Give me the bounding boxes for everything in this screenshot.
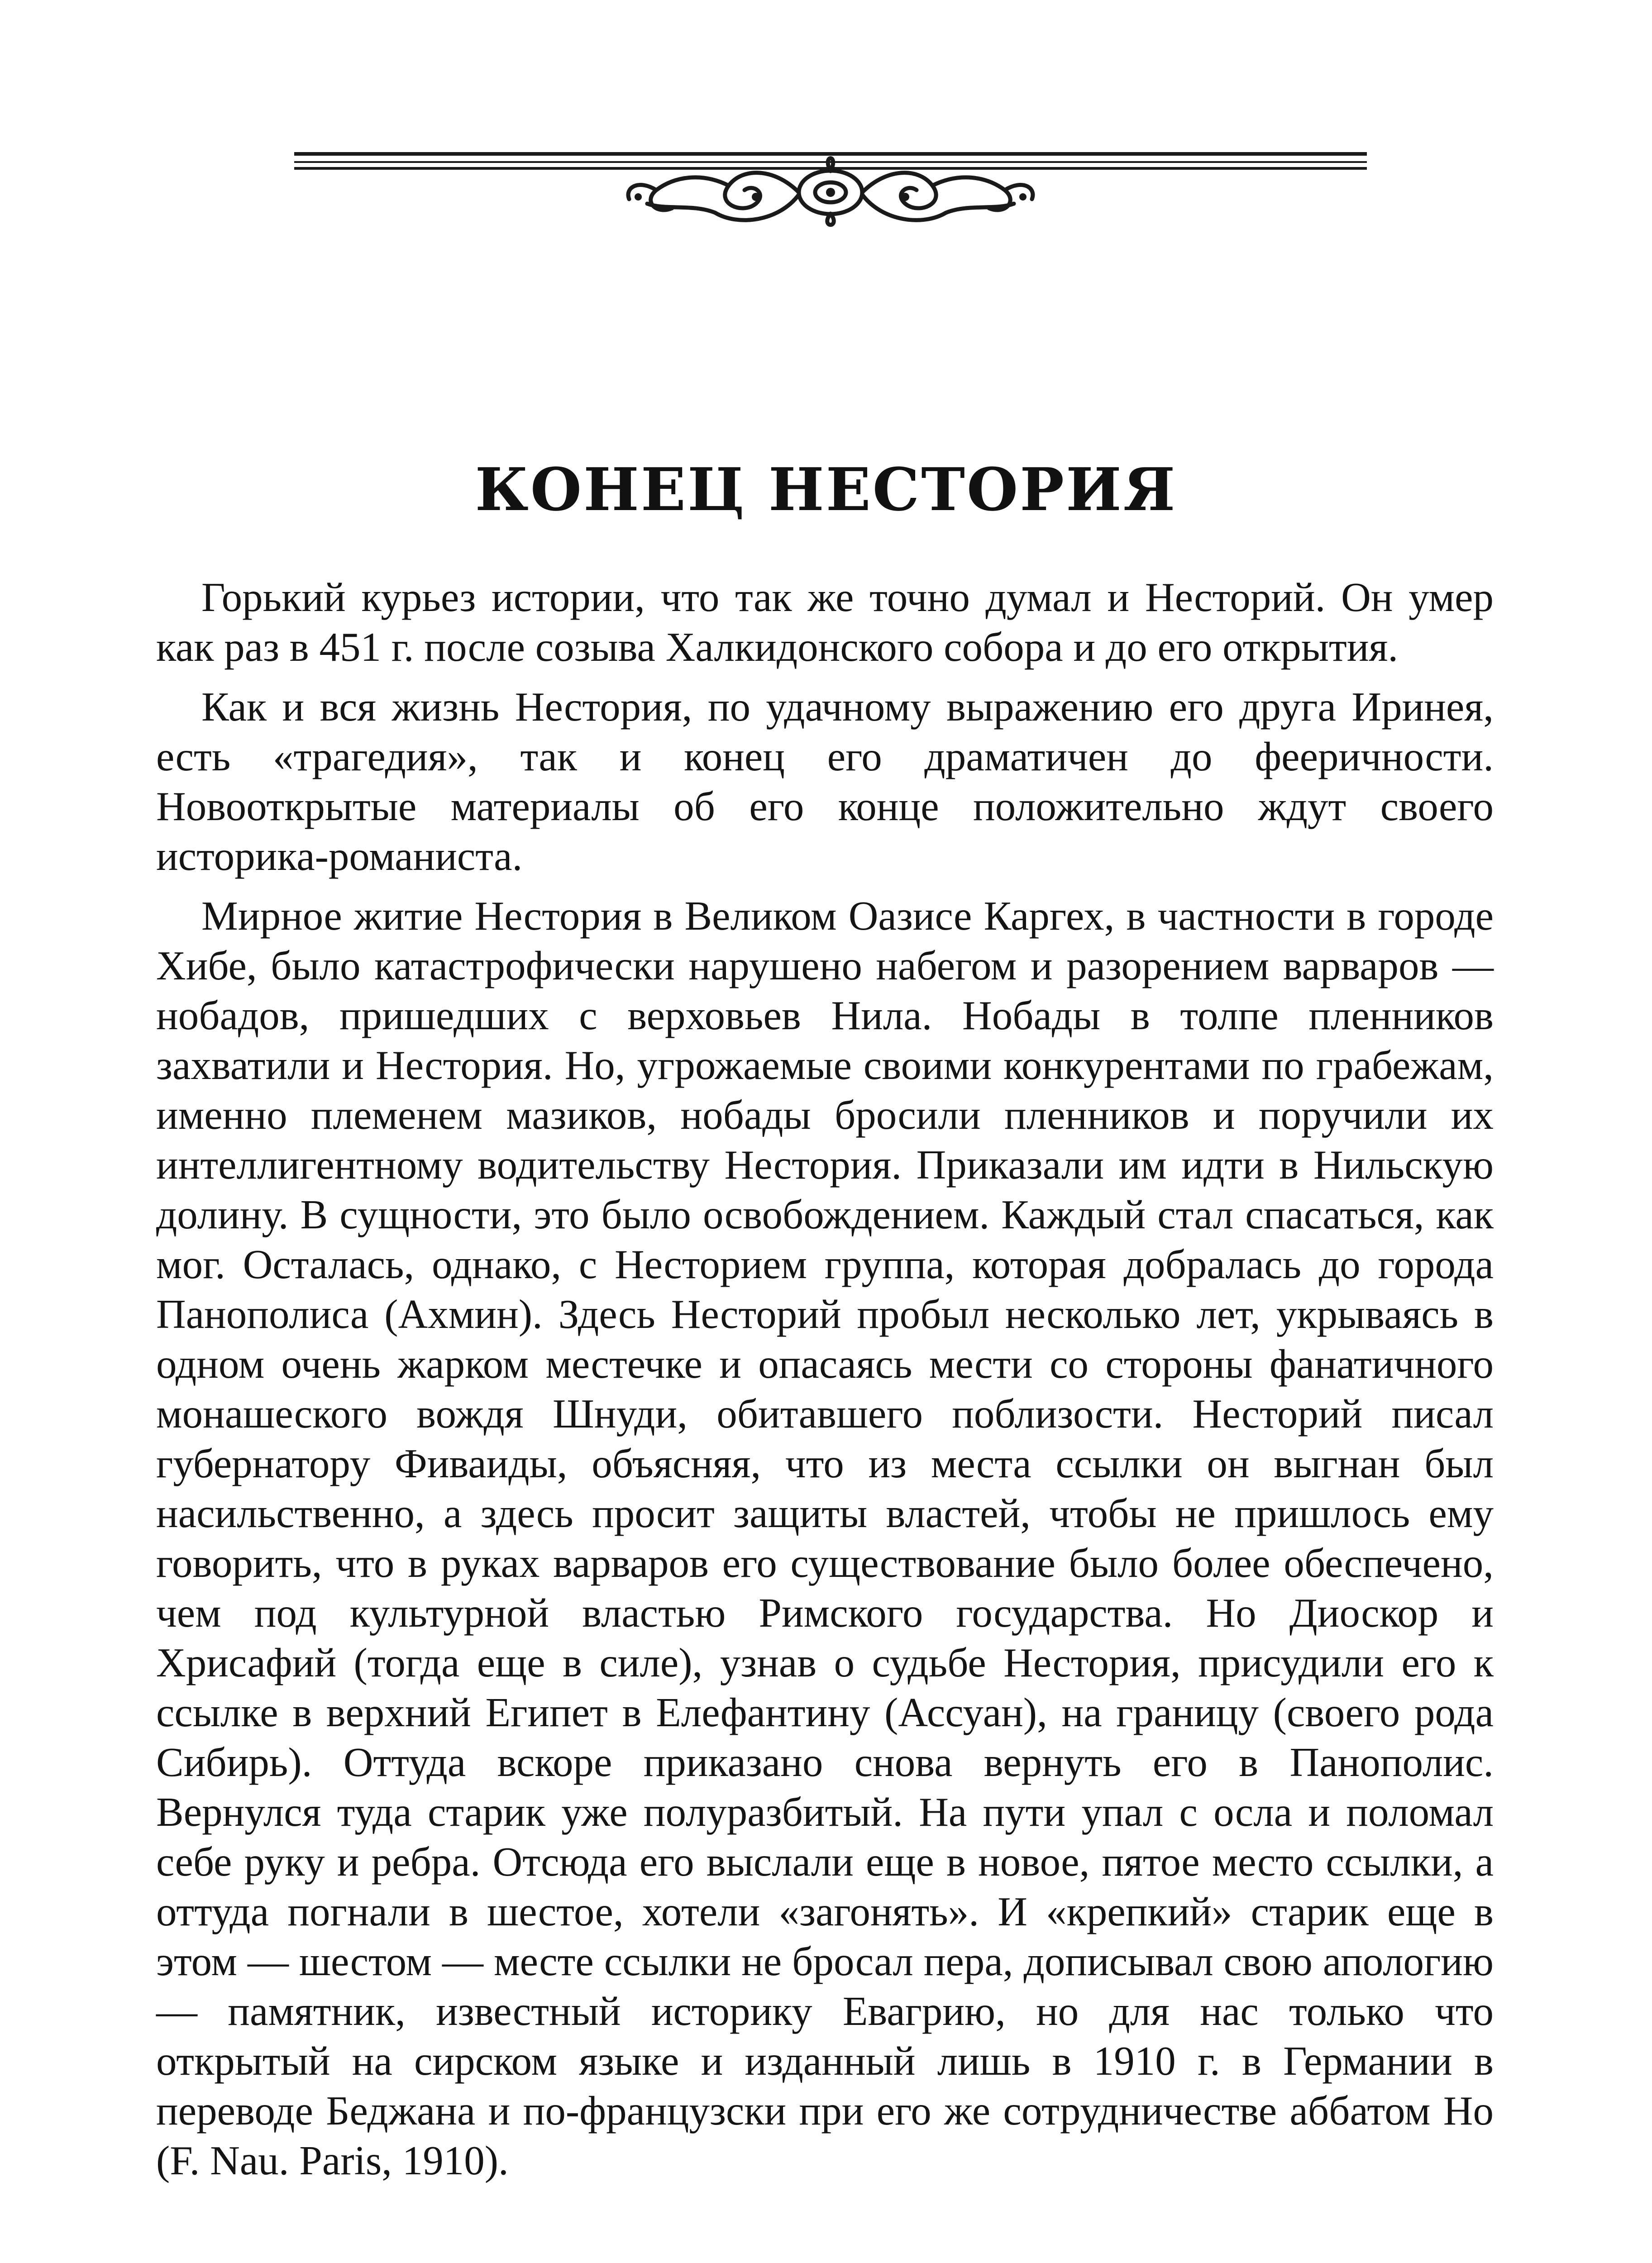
chapter-title: КОНЕЦ НЕСТОРИЯ <box>475 455 1177 524</box>
paragraph: Как и вся жизнь Нестория, по удачному выражению его друга Иринея, есть «трагедия», так и конец его драматичен до фееричности. Новооткрытые материалы об его конце положительно ждут своего историка-романиста. <box>156 684 1494 879</box>
paragraph: Горький курьез истории, что так же точно думал и Несторий. Он умер как раз в 451 г. после созыва Халкидонского собора и до его открытия. <box>156 574 1494 670</box>
paragraph: Мирное житие Нестория в Великом Оазисе Каргех, в частности в городе Хибе, было катастрофически нарушено набегом и разорением варваров — нобадов, пришедших с верховьев Нила. Нобады в толпе пленников захватили и Нестория. Но, угрожаемые своими конкурентами по грабежам, именно племенем мазиков, нобады бросили пленников и поручили их интеллигентному водительству Нестория. Приказали им идти в Нильскую долину. В сущности, это было освобождением. Каждый стал спасаться, как мог. Осталась, однако, с Несторием группа, которая добралась до города Панополиса (Ахмин). Здесь Несторий пробыл несколько лет, укрываясь в одном очень жарком местечке и опасаясь мести со стороны фанатичного монашеского вождя Шнуди, обитавшего поблизости. Несторий писал губернатору Фиваиды, объясняя, что из места ссылки он выгнан был насильственно, а здесь просит защиты властей, чтобы не пришлось ему говорить, что в руках варваров его существование было более обеспечено, чем под культурной властью Римского государства. Но Диоскор и Хрисафий (тогда еще в силе), узнав о судьбе Нестория, присудили его к ссылке в верхний Египет в Елефантину (Ассуан), на границу (своего рода Сибирь). Оттуда вскоре приказано снова вернуть его в Панополис. Вернулся туда старик уже полуразбитый. На пути упал с осла и поломал себе руку и ребра. Отсюда его выслали еще в новое, пятое место ссылки, а оттуда погнали в шестое, хотели «загонять». И «крепкий» старик еще в этом — шестом — месте ссылки не бросал пера, дописывал свою апологию — памятник, известный историку Евагрию, но для нас только что открытый на сирском языке и изданный лишь в 1910 г. в Германии в переводе Беджана и по-французски при его же сотрудничестве аббатом Но (F. Nau. Paris, 1910). <box>156 893 1494 2183</box>
chapter-body <box>156 573 1494 2196</box>
floral-scroll-ornament-icon <box>294 136 1367 240</box>
